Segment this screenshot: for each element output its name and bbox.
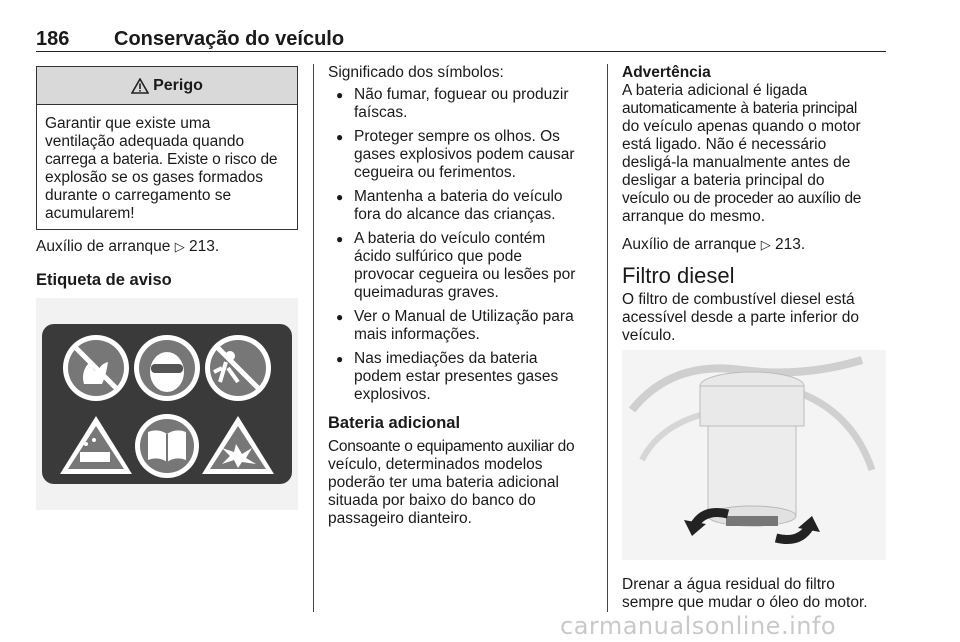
caption-line: Drenar a água residual do filtro — [622, 576, 835, 593]
watermark: carmanualsonline.info — [560, 612, 837, 640]
manual-icon — [135, 414, 199, 478]
column-middle — [328, 64, 598, 528]
list-item-line: gases explosivos podem causar — [354, 146, 575, 163]
list-item — [328, 308, 598, 344]
keep-children-away-icon — [205, 335, 271, 401]
list-item-line: ● Mantenha a bateria do veículo — [354, 188, 563, 205]
section-heading-diesel-filter: Filtro diesel — [622, 263, 735, 288]
list-item-line: ● A bateria do veículo contém — [354, 230, 546, 247]
paragraph-line: passageiro dianteiro. — [328, 510, 472, 527]
list-item — [328, 350, 598, 404]
column-divider-right — [607, 64, 608, 612]
list-item-line: ácido sulfúrico que pode — [354, 248, 523, 265]
list-item — [328, 188, 598, 224]
page-number: 186 — [36, 28, 70, 50]
cross-reference[interactable] — [36, 238, 298, 257]
arrow-icon: ▷ — [760, 238, 771, 253]
list-item-line: faíscas. — [354, 104, 408, 121]
list-item-line: podem estar presentes gases — [354, 368, 559, 385]
list-item-line: ● Proteger sempre os olhos. Os — [354, 128, 560, 145]
list-item-line: provocar cegueira ou lesões por — [354, 266, 576, 283]
cross-reference-page: 213. — [775, 236, 806, 253]
diesel-filter-image — [622, 350, 886, 560]
list-item-line: ● Nas imediações da bateria — [354, 350, 538, 367]
warning-line: automaticamente à bateria principal — [622, 100, 858, 117]
warning-line: arranque do mesmo. — [622, 208, 766, 225]
caption-line: sempre que mudar o óleo do motor. — [622, 594, 868, 611]
page-header — [36, 26, 886, 52]
warning-line: veículo ou de proceder ao auxílio de — [622, 190, 862, 207]
warning-text — [622, 82, 888, 226]
list-item-line: explosivos. — [354, 386, 431, 403]
danger-line: acumularem! — [45, 205, 135, 222]
paragraph-line: acessível desde a parte inferior do — [622, 309, 859, 326]
column-left-text — [36, 238, 298, 289]
section-heading-warning-label: Etiqueta de aviso — [36, 271, 172, 289]
no-fire-icon — [63, 335, 129, 401]
list-item-line: fora do alcance das crianças. — [354, 206, 556, 223]
warning-line: A bateria adicional é ligada — [622, 82, 808, 99]
warning-line: está ligado. Não é necessário — [622, 136, 827, 153]
warning-triangle-icon — [131, 78, 149, 94]
symbols-intro: Significado dos símbolos: — [328, 64, 504, 81]
danger-line: explosão se os gases formados — [45, 169, 263, 186]
danger-line: carrega a bateria. Existe o risco de — [45, 151, 278, 168]
list-item-line: cegueira ou ferimentos. — [354, 164, 516, 181]
paragraph-line: situada por baixo do banco do — [328, 492, 536, 509]
danger-title: Perigo — [153, 76, 203, 94]
cross-reference-text: Auxílio de arranque — [36, 238, 171, 255]
list-item — [328, 230, 598, 302]
section-heading-additional-battery: Bateria adicional — [328, 414, 461, 432]
warning-line: do veículo apenas quando o motor — [622, 118, 861, 135]
cross-reference[interactable] — [622, 236, 888, 255]
diesel-filter-text — [622, 291, 888, 345]
diesel-filter-caption — [622, 576, 888, 612]
warning-title: Advertência — [622, 64, 711, 81]
list-item-line: ● Não fumar, foguear ou produzir — [354, 86, 569, 103]
danger-header — [37, 67, 297, 105]
danger-line: Garantir que existe uma — [45, 115, 211, 132]
paragraph-line: Consoante o equipamento auxiliar do — [328, 438, 575, 455]
cross-reference-text: Auxílio de arranque — [622, 236, 757, 253]
page-title: Conservação do veículo — [114, 28, 345, 50]
list-item — [328, 86, 598, 122]
paragraph-line: veículo, determinados modelos — [328, 456, 543, 473]
additional-battery-text — [328, 438, 598, 528]
danger-box — [36, 66, 298, 230]
warning-line: desligar a bateria principal do — [622, 172, 825, 189]
danger-line: ventilação adequada quando — [45, 133, 245, 150]
list-item-line: mais informações. — [354, 326, 480, 343]
cross-reference-page: 213. — [189, 238, 220, 255]
paragraph-line: O filtro de combustível diesel está — [622, 291, 855, 308]
arrow-icon: ▷ — [174, 240, 185, 255]
symbols-list — [328, 86, 598, 404]
danger-text — [37, 105, 297, 223]
paragraph-line: poderão ter uma bateria adicional — [328, 474, 559, 491]
paragraph-line: veículo. — [622, 327, 676, 344]
list-item-line: queimaduras graves. — [354, 284, 499, 301]
warning-label-image — [36, 298, 298, 510]
warning-line: desligá-la manualmente antes de — [622, 154, 851, 171]
danger-line: durante o carregamento se — [45, 187, 232, 204]
list-item-line: ● Ver o Manual de Utilização para — [354, 308, 574, 325]
list-item — [328, 128, 598, 182]
column-divider-left — [313, 64, 314, 612]
eye-protection-icon — [134, 335, 200, 401]
column-right — [622, 64, 888, 345]
